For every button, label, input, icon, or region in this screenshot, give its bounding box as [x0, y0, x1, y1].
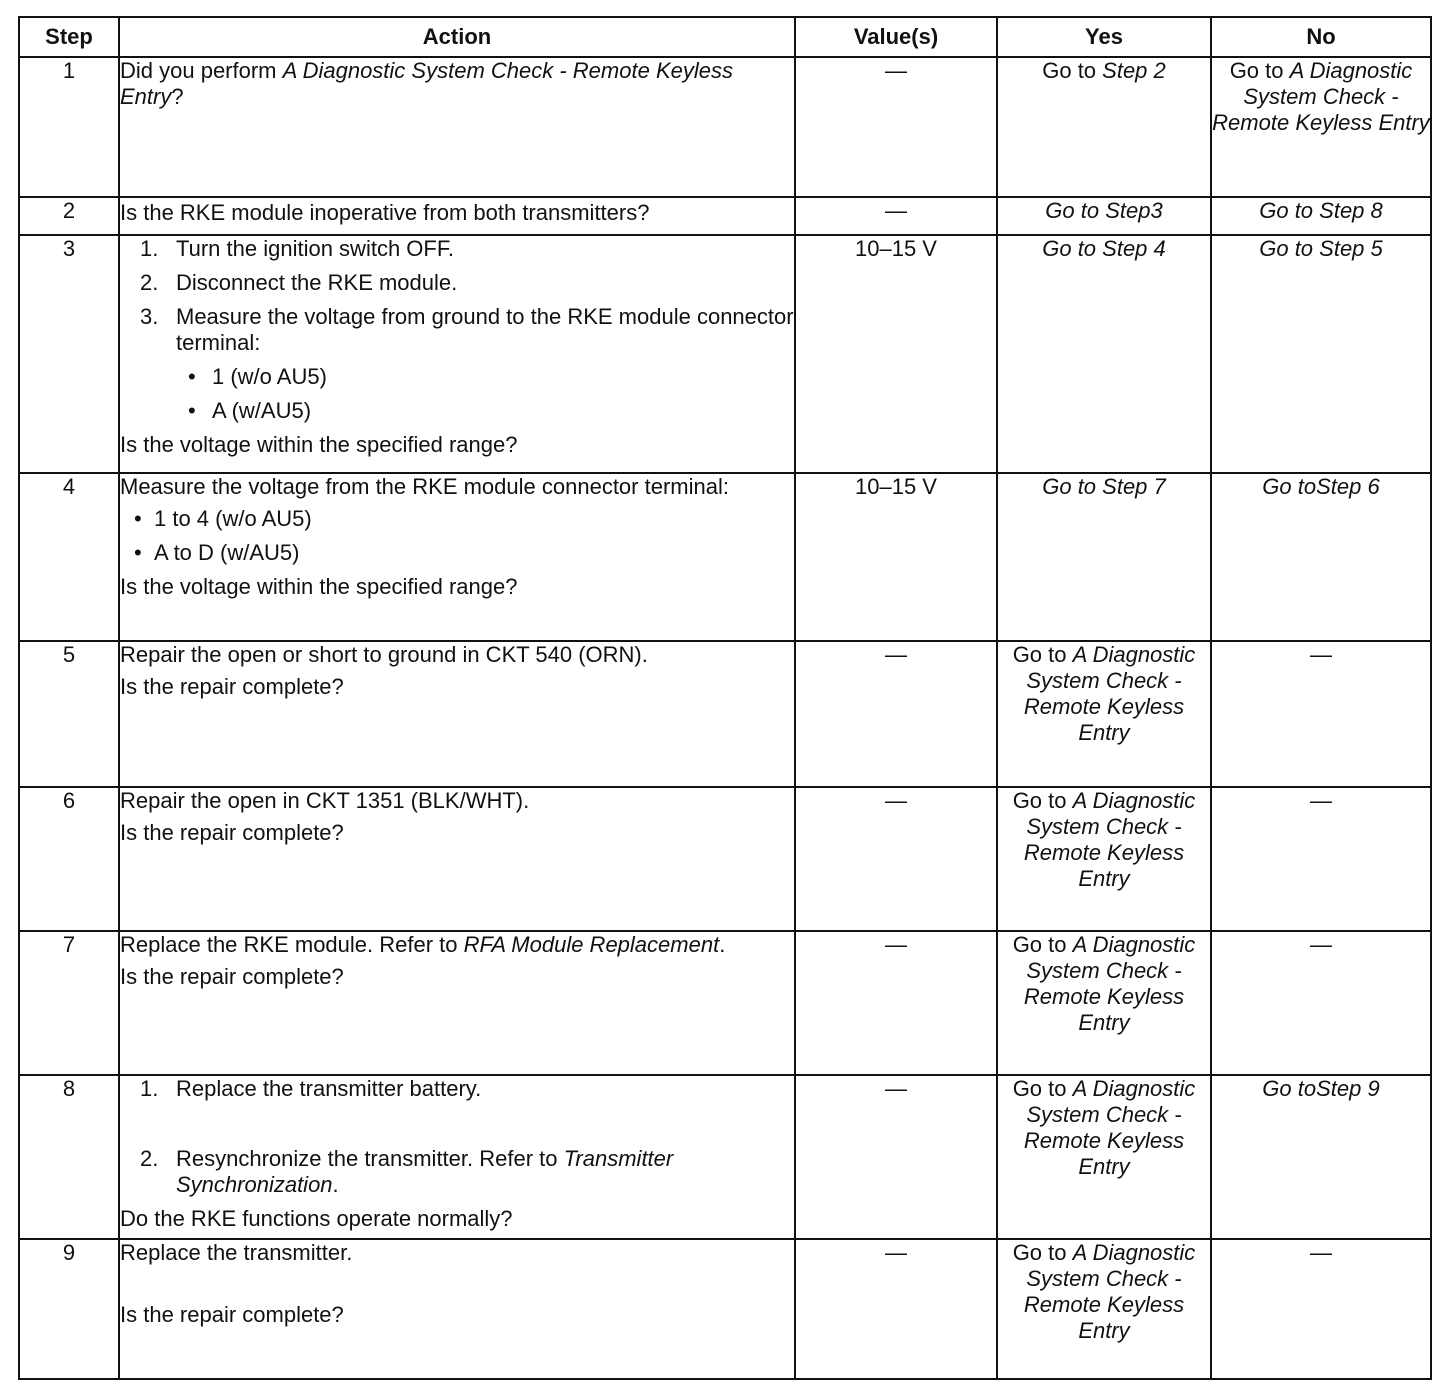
- procedure-link[interactable]: A Diagnostic System Check - Remote Keyless Entry: [1023, 1240, 1196, 1343]
- yes-cell: [997, 235, 1211, 473]
- step-number: 2: [19, 197, 119, 235]
- table-row: [19, 787, 1431, 931]
- list-item: • A to D (w/AU5): [120, 540, 794, 566]
- spacer: [120, 1272, 794, 1302]
- table-row: [19, 641, 1431, 787]
- value-cell: 10–15 V: [795, 235, 997, 473]
- step-link[interactable]: Go to Step 4: [1042, 236, 1166, 261]
- step-link[interactable]: Step 2: [1102, 58, 1166, 83]
- procedure-link[interactable]: A Diagnostic System Check - Remote Keyless Entry: [1023, 788, 1196, 891]
- procedure-list: [120, 1076, 794, 1198]
- list-item: • A (w/AU5): [120, 398, 794, 424]
- value-cell: —: [795, 197, 997, 235]
- procedure-list: [120, 236, 794, 356]
- header-yes: Yes: [997, 17, 1211, 57]
- no-cell: [1211, 1075, 1431, 1239]
- step-link[interactable]: Go to Step3: [1045, 198, 1163, 223]
- action-cell: [119, 473, 795, 641]
- list-item: • 1 (w/o AU5): [120, 364, 794, 390]
- table-row: [19, 1075, 1431, 1239]
- action-cell: [119, 57, 795, 197]
- step-link[interactable]: Go to Step 8: [1259, 198, 1383, 223]
- value-cell: 10–15 V: [795, 473, 997, 641]
- action-cell: [119, 641, 795, 787]
- procedure-link[interactable]: A Diagnostic System Check - Remote Keyless Entry: [1023, 642, 1196, 745]
- procedure-link[interactable]: A Diagnostic System Check - Remote Keyless Entry: [1212, 58, 1430, 135]
- action-cell: [119, 1075, 795, 1239]
- question-text: Is the voltage within the specified range?: [120, 574, 518, 599]
- procedure-link[interactable]: A Diagnostic System Check - Remote Keyless Entry: [120, 58, 733, 109]
- list-item: • 1 to 4 (w/o AU5): [120, 506, 794, 532]
- value-cell: —: [795, 787, 997, 931]
- yes-cell: Go to A Diagnostic System Check - Remote Keyless Entry: [997, 1239, 1211, 1379]
- procedure-link[interactable]: RFA Module Replacement: [463, 932, 720, 957]
- yes-cell: Go to A Diagnostic System Check - Remote Keyless Entry: [997, 787, 1211, 931]
- header-step: Step: [19, 17, 119, 57]
- yes-cell: [997, 473, 1211, 641]
- action-text: ?: [171, 84, 184, 109]
- table-row: [19, 1239, 1431, 1379]
- action-text: Did you perform: [120, 58, 283, 83]
- step-number: 9: [19, 1239, 119, 1379]
- value-cell: —: [795, 931, 997, 1075]
- yes-cell: Go to Step 2: [997, 57, 1211, 197]
- step-number: 1: [19, 57, 119, 197]
- value-cell: —: [795, 1239, 997, 1379]
- table-row: [19, 235, 1431, 473]
- table-row: [19, 473, 1431, 641]
- header-action: Action: [119, 17, 795, 57]
- list-item: 1. Replace the transmitter battery.: [140, 1076, 482, 1101]
- step-number: 5: [19, 641, 119, 787]
- question-text: Is the repair complete?: [120, 964, 344, 989]
- header-no: No: [1211, 17, 1431, 57]
- action-cell: [119, 1239, 795, 1379]
- list-item: 3. Measure the voltage from ground to the RKE module connector terminal:: [140, 304, 794, 355]
- step-link[interactable]: Go toStep 6: [1262, 474, 1380, 499]
- action-cell: Is the RKE module inoperative from both transmitters?: [119, 197, 795, 235]
- no-cell: [1211, 235, 1431, 473]
- action-text: Replace the transmitter.: [120, 1240, 353, 1265]
- value-cell: —: [795, 641, 997, 787]
- action-cell: [119, 787, 795, 931]
- procedure-link[interactable]: Transmitter Synchronization: [176, 1146, 674, 1197]
- yes-cell: [997, 197, 1211, 235]
- step-link[interactable]: Go to Step 5: [1259, 236, 1383, 261]
- yes-cell: Go to A Diagnostic System Check - Remote Keyless Entry: [997, 641, 1211, 787]
- no-cell: —: [1211, 641, 1431, 787]
- table-row: [19, 197, 1431, 235]
- bullet-list: [120, 364, 794, 424]
- no-cell: [1211, 473, 1431, 641]
- list-item: 1. Turn the ignition switch OFF.: [140, 236, 454, 261]
- header-values: Value(s): [795, 17, 997, 57]
- table-row: [19, 57, 1431, 197]
- action-text: Repair the open or short to ground in CKT 540 (ORN).: [120, 642, 648, 667]
- question-text: Is the repair complete?: [120, 1302, 344, 1327]
- procedure-link[interactable]: A Diagnostic System Check - Remote Keyless Entry: [1023, 1076, 1196, 1179]
- step-number: 7: [19, 931, 119, 1075]
- step-link[interactable]: Go to Step 7: [1042, 474, 1166, 499]
- no-cell: —: [1211, 931, 1431, 1075]
- step-link[interactable]: Go toStep 9: [1262, 1076, 1380, 1101]
- no-cell: Go to A Diagnostic System Check - Remote Keyless Entry: [1211, 57, 1431, 197]
- question-text: Do the RKE functions operate normally?: [120, 1206, 513, 1231]
- value-cell: —: [795, 57, 997, 197]
- step-number: 3: [19, 235, 119, 473]
- yes-cell: Go to A Diagnostic System Check - Remote Keyless Entry: [997, 1075, 1211, 1239]
- list-item: 2. Resynchronize the transmitter. Refer to Transmitter Synchronization.: [140, 1146, 674, 1197]
- table-row: [19, 931, 1431, 1075]
- action-cell: [119, 931, 795, 1075]
- no-cell: —: [1211, 787, 1431, 931]
- action-text: Repair the open in CKT 1351 (BLK/WHT).: [120, 788, 530, 813]
- yes-cell: Go to A Diagnostic System Check - Remote Keyless Entry: [997, 931, 1211, 1075]
- step-number: 4: [19, 473, 119, 641]
- question-text: Is the repair complete?: [120, 820, 344, 845]
- bullet-list: [120, 506, 794, 566]
- value-cell: —: [795, 1075, 997, 1239]
- diagnostic-table: [18, 16, 1432, 1380]
- procedure-link[interactable]: A Diagnostic System Check - Remote Keyless Entry: [1023, 932, 1196, 1035]
- question-text: Is the voltage within the specified range?: [120, 432, 518, 457]
- step-number: 6: [19, 787, 119, 931]
- no-cell: [1211, 197, 1431, 235]
- no-cell: —: [1211, 1239, 1431, 1379]
- action-text: Replace the RKE module. Refer to RFA Module Replacement.: [120, 932, 726, 957]
- list-item: 2. Disconnect the RKE module.: [140, 270, 458, 295]
- header-row: [19, 17, 1431, 57]
- action-text: Measure the voltage from the RKE module connector terminal:: [120, 474, 729, 499]
- spacer: [120, 1110, 794, 1146]
- question-text: Is the repair complete?: [120, 674, 344, 699]
- step-number: 8: [19, 1075, 119, 1239]
- action-cell: [119, 235, 795, 473]
